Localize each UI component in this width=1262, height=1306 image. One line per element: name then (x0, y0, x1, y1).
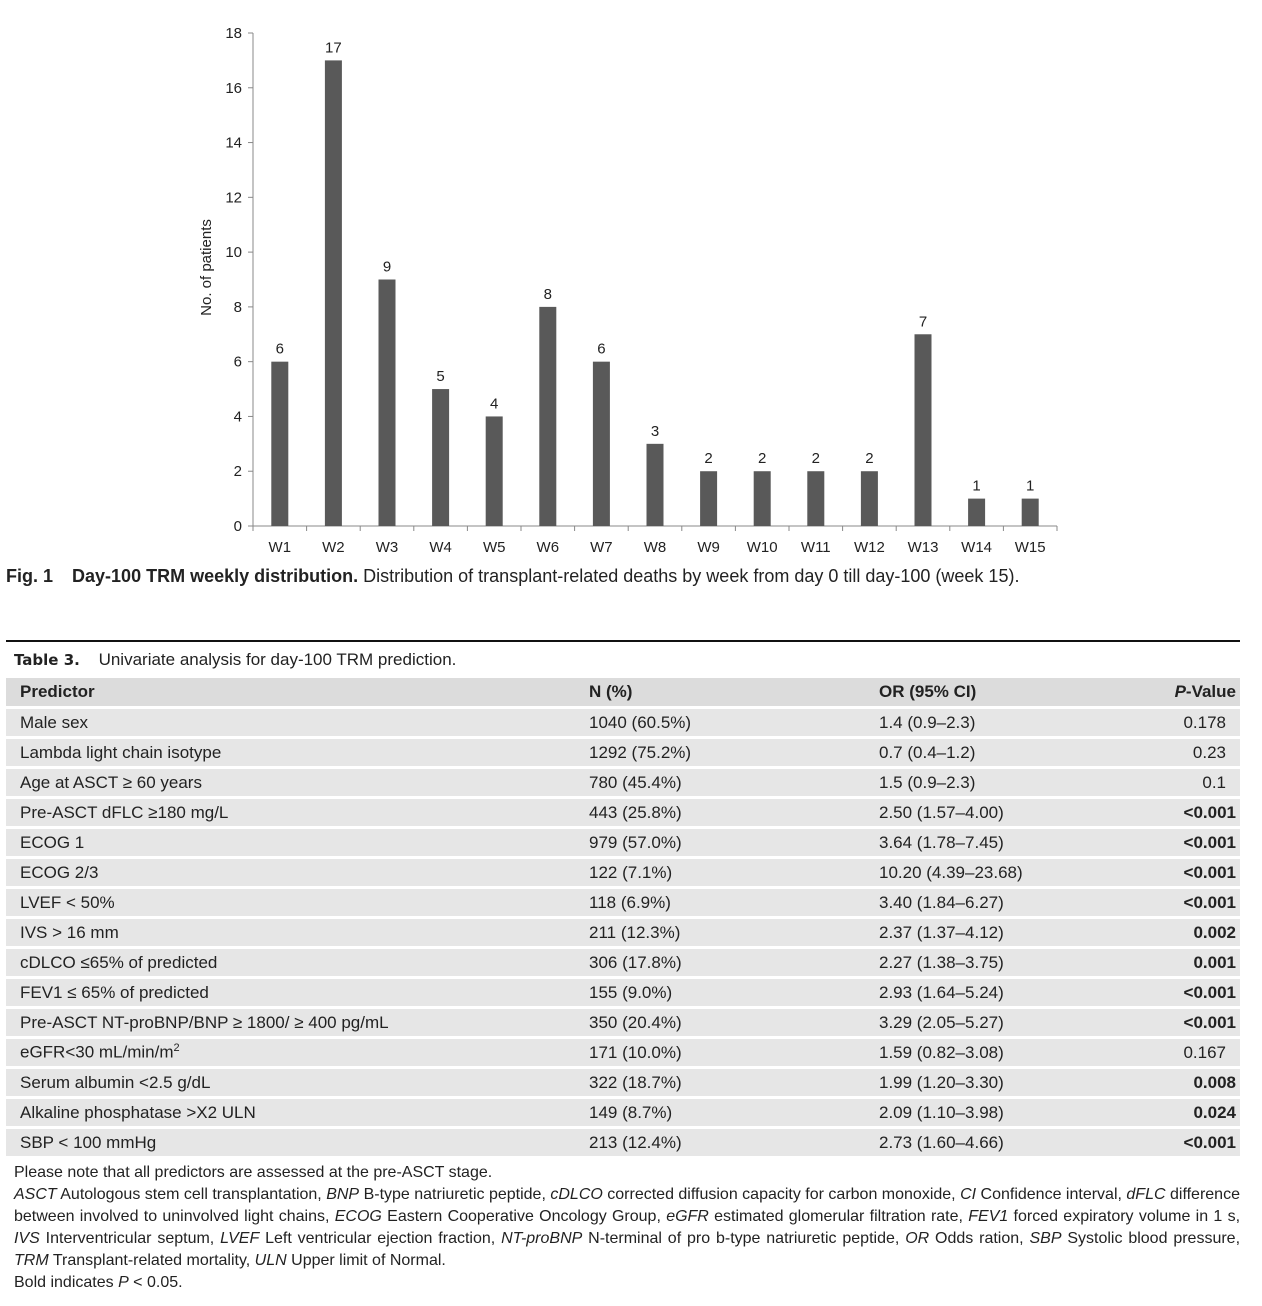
cell-n (575, 946, 865, 976)
table-row (6, 1036, 1240, 1066)
cell-p-value-text: 0.1 (1202, 772, 1226, 792)
cell-predictor-text: Lambda light chain isotype (20, 742, 222, 762)
abbreviation-term: ECOG (334, 1208, 382, 1225)
x-tick-label: W7 (590, 539, 613, 556)
cell-p-value (1169, 826, 1240, 856)
cell-or-text: 3.40 (1.84–6.27) (879, 892, 1004, 912)
y-tick-label: 2 (233, 463, 242, 481)
cell-p-value (1169, 856, 1240, 886)
x-tick-label: W14 (961, 539, 993, 556)
cell-p-value-text: 0.001 (1193, 952, 1236, 972)
abbreviations (14, 1184, 1240, 1272)
cell-predictor (6, 1066, 575, 1096)
abbreviation-definition: Left ventricular ejection fraction, (265, 1230, 496, 1247)
bar-data-label: 6 (597, 340, 606, 358)
table-row (6, 1126, 1240, 1156)
table-header-row (6, 678, 1240, 706)
table-row (6, 1006, 1240, 1036)
cell-predictor (6, 826, 575, 856)
y-tick-label: 14 (225, 134, 242, 152)
bar (271, 362, 288, 526)
cell-predictor-text: Serum albumin <2.5 g/dL (20, 1072, 211, 1092)
y-tick-label: 10 (225, 244, 242, 262)
bar-data-label: 1 (972, 477, 981, 495)
abbreviation-term: cDLCO (550, 1186, 603, 1203)
cell-p-value-text: <0.001 (1183, 1012, 1236, 1032)
cell-p-value (1169, 736, 1240, 766)
bar-chart (0, 0, 1262, 560)
table-row (6, 916, 1240, 946)
cell-or (865, 1066, 1169, 1096)
bold-note-suffix: < 0.05. (128, 1274, 183, 1291)
bar-data-label: 2 (758, 450, 767, 468)
cell-predictor-text: LVEF < 50% (20, 892, 115, 912)
cell-n (575, 826, 865, 856)
cell-p-value (1169, 706, 1240, 736)
bar-data-label: 2 (811, 450, 820, 468)
cell-predictor (6, 946, 575, 976)
cell-predictor-text: cDLCO ≤65% of predicted (20, 952, 218, 972)
figure-label: Fig. 1 (6, 566, 54, 586)
abbreviation-term: NT-proBNP (501, 1230, 583, 1247)
table-note: Please note that all predictors are assessed at the pre-ASCT stage. (14, 1164, 493, 1181)
cell-p-value-text: 0.178 (1183, 712, 1226, 732)
bar-data-label: 7 (918, 313, 928, 331)
cell-or (865, 736, 1169, 766)
bar-data-label: 3 (650, 422, 660, 440)
cell-p-value (1169, 886, 1240, 916)
cell-or-text: 2.09 (1.10–3.98) (879, 1102, 1004, 1122)
bar (807, 471, 824, 526)
cell-predictor-text: Age at ASCT ≥ 60 years (20, 772, 202, 792)
cell-or (865, 766, 1169, 796)
cell-p-value-text: <0.001 (1183, 862, 1236, 882)
cell-n-text: 171 (10.0%) (589, 1042, 682, 1062)
cell-p-value-text: <0.001 (1183, 802, 1236, 822)
bar-data-label: 17 (325, 39, 342, 57)
x-tick-label: W12 (853, 539, 885, 556)
cell-predictor-text: FEV1 ≤ 65% of predicted (20, 982, 209, 1002)
bar-data-label: 1 (1026, 477, 1035, 495)
cell-or-text: 10.20 (4.39–23.68) (879, 862, 1023, 882)
cell-n-text: 1040 (60.5%) (589, 712, 692, 732)
cell-n (575, 976, 865, 1006)
abbreviation-term: eGFR (666, 1208, 709, 1225)
cell-or-text: 1.4 (0.9–2.3) (879, 712, 976, 732)
table-body (6, 706, 1240, 1156)
univariate-table (6, 678, 1240, 1156)
table-row (6, 1096, 1240, 1126)
table-label: Table 3. (14, 651, 80, 669)
table-row (6, 736, 1240, 766)
table-row (6, 826, 1240, 856)
cell-n-text: 213 (12.4%) (589, 1132, 682, 1152)
header-predictor: Predictor (6, 678, 575, 706)
cell-n-text: 780 (45.4%) (589, 772, 682, 792)
chart-svg (0, 0, 1262, 560)
bar (700, 471, 717, 526)
cell-predictor-text: eGFR<30 mL/min/m (20, 1042, 174, 1062)
table-row (6, 976, 1240, 1006)
bar-data-label: 4 (490, 395, 499, 413)
abbreviation-definition: Upper limit of Normal. (291, 1252, 446, 1269)
cell-n-text: 118 (6.9%) (589, 892, 671, 912)
table-row (6, 886, 1240, 916)
cell-p-value (1169, 1006, 1240, 1036)
cell-or (865, 826, 1169, 856)
cell-p-value-text: <0.001 (1183, 892, 1236, 912)
cell-or (865, 856, 1169, 886)
bar-data-label: 8 (543, 285, 552, 303)
x-tick-label: W1 (268, 539, 292, 556)
bar-data-label: 2 (865, 450, 874, 468)
cell-p-value (1169, 1066, 1240, 1096)
abbreviation-definition: Interventricular septum, (45, 1230, 215, 1247)
abbreviation-definition: forced expiratory volume in 1 s, (1013, 1208, 1241, 1225)
header-p-value (1169, 678, 1240, 706)
cell-or-text: 0.7 (0.4–1.2) (879, 742, 976, 762)
cell-or (865, 1096, 1169, 1126)
table-row (6, 856, 1240, 886)
abbreviation-term: SBP (1029, 1230, 1062, 1247)
cell-or (865, 1006, 1169, 1036)
cell-n-text: 1292 (75.2%) (589, 742, 692, 762)
cell-p-value-text: 0.008 (1193, 1072, 1236, 1092)
cell-predictor (6, 706, 575, 736)
cell-predictor-text: Pre-ASCT dFLC ≥180 mg/L (20, 802, 229, 822)
cell-predictor (6, 1036, 575, 1066)
cell-n (575, 1096, 865, 1126)
table-row (6, 1066, 1240, 1096)
x-tick-label: W8 (643, 539, 667, 556)
x-tick-label: W4 (429, 539, 452, 556)
cell-predictor (6, 886, 575, 916)
cell-p-value (1169, 976, 1240, 1006)
bar (325, 60, 342, 526)
cell-n (575, 1066, 865, 1096)
cell-p-value (1169, 1096, 1240, 1126)
abbreviation-term: CI (960, 1186, 977, 1203)
x-tick-label: W3 (375, 539, 399, 556)
x-tick-label: W6 (536, 539, 560, 556)
cell-predictor-superscript: 2 (173, 1042, 180, 1055)
bar (968, 499, 985, 526)
y-tick-label: 16 (225, 79, 242, 97)
bar (432, 389, 449, 526)
cell-p-value (1169, 766, 1240, 796)
cell-predictor-text: ECOG 2/3 (20, 862, 99, 882)
bold-note-prefix: Bold indicates (14, 1274, 119, 1291)
cell-or-text: 1.99 (1.20–3.30) (879, 1072, 1004, 1092)
cell-n-text: 306 (17.8%) (589, 952, 682, 972)
cell-predictor (6, 766, 575, 796)
cell-predictor (6, 976, 575, 1006)
cell-n (575, 1036, 865, 1066)
abbreviation-definition: B-type natriuretic peptide, (363, 1186, 546, 1203)
bar (539, 307, 556, 526)
abbreviation-definition: Confidence interval, (980, 1186, 1122, 1203)
cell-or (865, 976, 1169, 1006)
x-tick-label: W10 (746, 539, 778, 556)
abbreviation-definition: Systolic blood pressure, (1067, 1230, 1241, 1247)
y-tick-label: 8 (233, 298, 242, 316)
cell-n (575, 1126, 865, 1156)
cell-p-value-text: 0.23 (1192, 742, 1226, 762)
cell-or-text: 2.73 (1.60–4.66) (879, 1132, 1004, 1152)
table-top-rule (6, 640, 1240, 642)
table-row (6, 796, 1240, 826)
cell-p-value (1169, 1036, 1240, 1066)
x-tick-label: W11 (800, 539, 831, 556)
cell-p-value (1169, 946, 1240, 976)
abbreviation-definition: Eastern Cooperative Oncology Group, (387, 1208, 661, 1225)
cell-n-text: 149 (8.7%) (589, 1102, 673, 1122)
bar (379, 280, 396, 527)
cell-p-value-text: <0.001 (1183, 1132, 1236, 1152)
bar-data-label: 6 (275, 340, 284, 358)
y-tick-label: 6 (233, 353, 242, 371)
cell-or (865, 1126, 1169, 1156)
cell-predictor-text: Pre-ASCT NT-proBNP/BNP ≥ 1800/ ≥ 400 pg/mL (20, 1012, 389, 1032)
table-caption-text: Univariate analysis for day-100 TRM prediction. (98, 650, 457, 669)
abbreviation-definition: corrected diffusion capacity for carbon monoxide, (607, 1186, 956, 1203)
cell-predictor-text: IVS > 16 mm (20, 922, 119, 942)
cell-n (575, 1006, 865, 1036)
cell-or (865, 916, 1169, 946)
cell-n-text: 122 (7.1%) (589, 862, 673, 882)
cell-p-value (1169, 796, 1240, 826)
cell-n (575, 766, 865, 796)
cell-or (865, 886, 1169, 916)
bar-data-label: 5 (436, 368, 445, 386)
y-tick-label: 0 (233, 518, 242, 535)
bar (861, 471, 878, 526)
cell-n-text: 979 (57.0%) (589, 832, 682, 852)
figure-caption (6, 566, 1256, 587)
cell-or-text: 1.5 (0.9–2.3) (879, 772, 976, 792)
header-or: OR (95% CI) (865, 678, 1169, 706)
bar-data-label: 9 (382, 258, 392, 276)
abbreviation-term: FEV1 (968, 1208, 1009, 1225)
y-tick-label: 12 (225, 189, 242, 207)
cell-p-value-text: <0.001 (1183, 832, 1236, 852)
cell-predictor-text: SBP < 100 mmHg (20, 1132, 157, 1152)
cell-or-text: 2.27 (1.38–3.75) (879, 952, 1004, 972)
bar (486, 416, 503, 526)
table-row (6, 766, 1240, 796)
cell-predictor (6, 856, 575, 886)
cell-predictor (6, 1006, 575, 1036)
cell-or (865, 946, 1169, 976)
cell-or-text: 2.37 (1.37–4.12) (879, 922, 1004, 942)
abbreviation-definition: N-terminal of pro b-type natriuretic peptide, (588, 1230, 900, 1247)
abbreviation-definition: Autologous stem cell transplantation, (60, 1186, 322, 1203)
abbreviation-term: TRM (14, 1252, 49, 1269)
cell-n (575, 736, 865, 766)
x-tick-label: W5 (482, 539, 506, 556)
cell-n-text: 211 (12.3%) (589, 922, 681, 942)
cell-predictor-text: ECOG 1 (20, 832, 85, 852)
cell-n (575, 856, 865, 886)
cell-n-text: 322 (18.7%) (589, 1072, 682, 1092)
bar-data-label: 2 (704, 450, 713, 468)
table-caption (14, 650, 1240, 678)
table-row (6, 946, 1240, 976)
abbreviation-term: OR (905, 1230, 930, 1247)
y-axis-label: No. of patients (198, 219, 215, 316)
abbreviation-definition: difference between involved to uninvolved light chains, (14, 1186, 1240, 1225)
cell-predictor (6, 1096, 575, 1126)
cell-n-text: 350 (20.4%) (589, 1012, 682, 1032)
figure-description: Distribution of transplant-related deaths by week from day 0 till day-100 (week 15). (363, 566, 1020, 586)
cell-or (865, 796, 1169, 826)
header-p-italic: P (1174, 682, 1186, 701)
abbreviation-term: LVEF (220, 1230, 260, 1247)
abbreviation-term: BNP (326, 1186, 360, 1203)
abbreviation-definition: Odds ration, (935, 1230, 1024, 1247)
table-section (6, 640, 1240, 1294)
abbreviation-term: IVS (14, 1230, 40, 1247)
cell-predictor (6, 736, 575, 766)
bar (915, 334, 932, 526)
x-tick-label: W15 (1014, 539, 1046, 556)
header-p-rest: -Value (1185, 682, 1236, 701)
cell-or-text: 1.59 (0.82–3.08) (879, 1042, 1004, 1062)
figure-title: Day-100 TRM weekly distribution. (72, 566, 359, 586)
bar (647, 444, 664, 526)
cell-or (865, 1036, 1169, 1066)
cell-p-value (1169, 916, 1240, 946)
cell-p-value-text: 0.002 (1193, 922, 1236, 942)
cell-p-value-text: <0.001 (1183, 982, 1236, 1002)
y-tick-label: 4 (233, 408, 242, 426)
y-tick-label: 18 (225, 25, 242, 42)
cell-n-text: 443 (25.8%) (589, 802, 682, 822)
cell-or-text: 2.50 (1.57–4.00) (879, 802, 1004, 822)
abbreviation-term: dFLC (1126, 1186, 1166, 1203)
abbreviation-definition: estimated glomerular filtration rate, (714, 1208, 963, 1225)
cell-predictor (6, 1126, 575, 1156)
cell-n-text: 155 (9.0%) (589, 982, 673, 1002)
cell-or-text: 2.93 (1.64–5.24) (879, 982, 1004, 1002)
bar (754, 471, 771, 526)
cell-or-text: 3.29 (2.05–5.27) (879, 1012, 1004, 1032)
cell-n (575, 706, 865, 736)
cell-p-value-text: 0.024 (1193, 1102, 1236, 1122)
bar (593, 362, 610, 526)
cell-or-text: 3.64 (1.78–7.45) (879, 832, 1004, 852)
cell-predictor (6, 916, 575, 946)
cell-predictor (6, 796, 575, 826)
table-notes (14, 1162, 1240, 1294)
cell-or (865, 706, 1169, 736)
cell-p-value-text: 0.167 (1183, 1042, 1226, 1062)
abbreviation-term: ASCT (14, 1186, 57, 1203)
cell-predictor-text: Male sex (20, 712, 89, 732)
x-tick-label: W9 (697, 539, 720, 556)
cell-n (575, 916, 865, 946)
cell-n (575, 886, 865, 916)
cell-p-value (1169, 1126, 1240, 1156)
table-row (6, 706, 1240, 736)
cell-predictor-text: Alkaline phosphatase >X2 ULN (20, 1102, 256, 1122)
x-tick-label: W2 (322, 539, 345, 556)
header-n: N (%) (575, 678, 865, 706)
bar (1022, 499, 1039, 526)
abbreviation-term: ULN (254, 1252, 287, 1269)
cell-n (575, 796, 865, 826)
x-tick-label: W13 (907, 539, 939, 556)
abbreviation-definition: Transplant-related mortality, (52, 1252, 251, 1269)
bold-note-p: P (118, 1274, 129, 1291)
bold-note (14, 1272, 1240, 1294)
